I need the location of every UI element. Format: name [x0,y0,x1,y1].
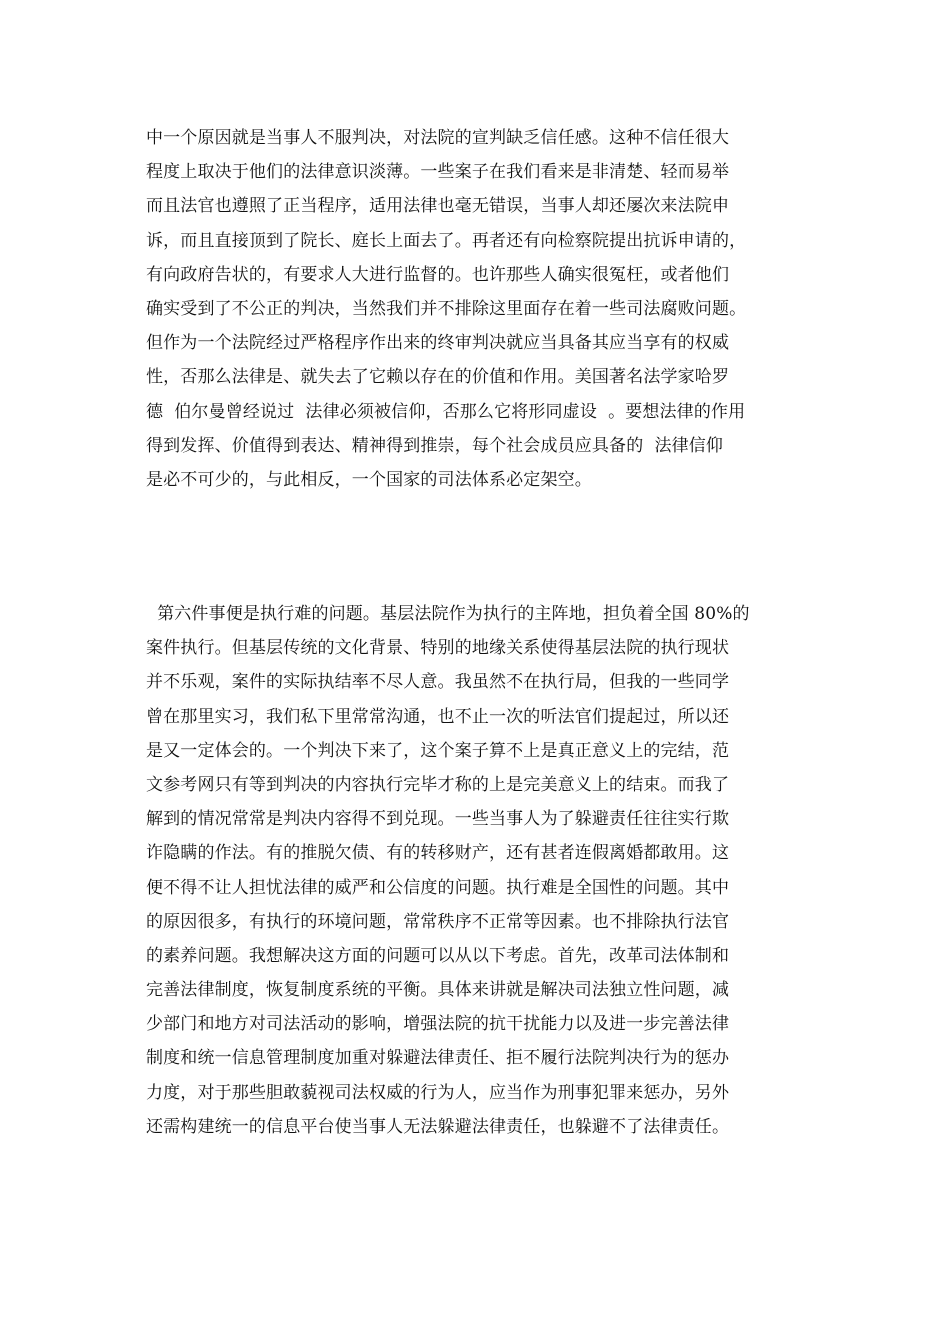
text-line: 是必不可少的，与此相反，一个国家的司法体系必定架空。 [146,469,592,490]
text-line: 第六件事便是执行难的问题。基层法院作为执行的主阵地，担负着全国 80%的 [146,604,750,624]
text-line: 少部门和地方对司法活动的影响，增强法院的抗干扰能力以及进一步完善法律 [146,1014,730,1035]
text-line: 并不乐观，案件的实际执结率不尽人意。我虽然不在执行局，但我的一些同学 [146,672,730,693]
text-line: 有向政府告状的，有要求人大进行监督的。也许那些人确实很冤枉，或者他们 [146,264,730,285]
text-line: 的素养问题。我想解决这方面的问题可以从以下考虑。首先，改革司法体制和 [146,945,730,966]
text-line: 而且法官也遵照了正当程序，适用法律也毫无错误，当事人却还屡次来法院申 [146,196,730,217]
text-line: 诉，而且直接顶到了院长、庭长上面去了。再者还有向检察院提出抗诉申请的， [146,230,747,251]
text-line: 中一个原因就是当事人不服判决，对法院的宣判缺乏信任感。这种不信任很大 [146,128,730,148]
text-line: 解到的情况常常是判决内容得不到兑现。一些当事人为了躲避责任往往实行欺 [146,809,730,830]
text-line: 曾在那里实习，我们私下里常常沟通，也不止一次的听法官们提起过，所以还 [146,706,730,727]
paragraph-1 [146,121,816,497]
text-line: 制度和统一信息管理制度加重对躲避法律责任、拒不履行法院判决行为的惩办 [146,1048,730,1069]
text-line: 诈隐瞒的作法。有的推脱欠债、有的转移财产，还有甚者连假离婚都敢用。这 [146,843,730,864]
text-line: 是又一定体会的。一个判决下来了，这个案子算不上是真正意义上的完结，范 [146,740,730,761]
paragraph-2 [146,597,816,1144]
text-line: 德 伯尔曼曾经说过 法律必须被信仰，否那么它将形同虚设 。要想法律的作用 [146,401,746,422]
text-line: 得到发挥、价值得到表达、精神得到推崇，每个社会成员应具备的 法律信仰 [146,435,724,456]
text-line: 程度上取决于他们的法律意识淡薄。一些案子在我们看来是非清楚、轻而易举 [146,162,730,183]
text-line: 还需构建统一的信息平台使当事人无法躲避法律责任，也躲避不了法律责任。 [146,1116,730,1137]
text-line: 完善法律制度，恢复制度系统的平衡。具体来讲就是解决司法独立性问题，减 [146,980,730,1001]
text-line: 的原因很多，有执行的环境问题，常常秩序不正常等因素。也不排除执行法官 [146,911,730,932]
text-line: 力度，对于那些胆敢藐视司法权威的行为人，应当作为刑事犯罪来惩办，另外 [146,1082,730,1103]
text-line: 性，否那么法律是、就失去了它赖以存在的价值和作用。美国著名法学家哈罗 [146,367,730,388]
text-line: 案件执行。但基层传统的文化背景、特别的地缘关系使得基层法院的执行现状 [146,638,730,659]
text-line: 但作为一个法院经过严格程序作出来的终审判决就应当具备其应当享有的权威 [146,333,730,354]
text-line: 文参考网只有等到判决的内容执行完毕才称的上是完美意义上的结束。而我了 [146,774,730,795]
text-line: 便不得不让人担忧法律的威严和公信度的问题。执行难是全国性的问题。其中 [146,877,730,898]
text-line: 确实受到了不公正的判决，当然我们并不排除这里面存在着一些司法腐败问题。 [146,298,747,319]
